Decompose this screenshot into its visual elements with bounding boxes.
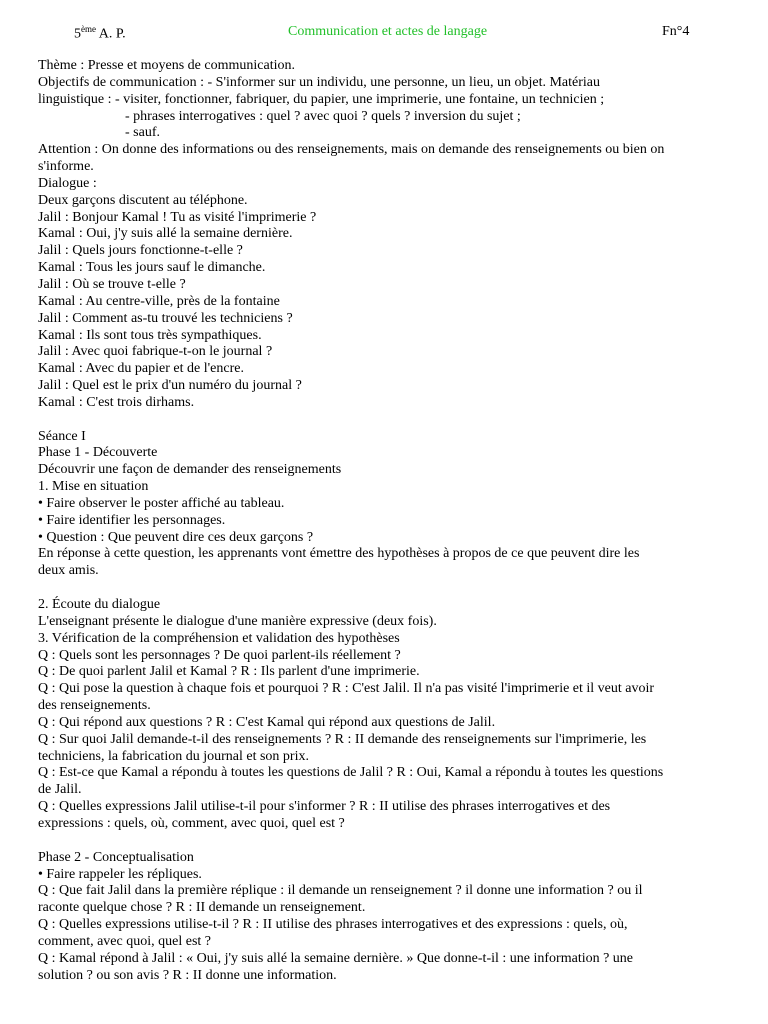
text-line: Phase 2 - Conceptualisation (38, 849, 194, 865)
text-line: L'enseignant présente le dialogue d'une manière expressive (deux fois). (38, 613, 437, 629)
text-line: Kamal : Oui, j'y suis allé la semaine dernière. (38, 226, 293, 242)
text-line: Thème : Presse et moyens de communication. (38, 58, 295, 73)
text-line: Jalil : Quels jours fonctionne-t-elle ? (38, 243, 243, 259)
text-line: Kamal : Avec du papier et de l'encre. (38, 361, 244, 377)
grade-suffix: ème (81, 24, 96, 34)
page-header (0, 24, 768, 44)
blank-line (38, 833, 738, 850)
text-line: expressions : quels, où, comment, avec quoi, quel est ? (38, 815, 345, 831)
text-line: • Question : Que peuvent dire ces deux garçons ? (38, 529, 314, 545)
text-line: Q : Qui pose la question à chaque fois et pourquoi ? R : C'est Jalil. Il n'a pas visité l'imprimerie et il veut avoir (38, 681, 655, 697)
text-line: Q : Kamal répond à Jalil : « Oui, j'y suis allé la semaine dernière. » Que donne-t-il : une information ? une (38, 950, 634, 966)
text-line: - sauf. (125, 125, 160, 141)
document-title: Communication et actes de langage (288, 24, 488, 39)
text-line: s'informe. (38, 159, 94, 175)
text-line: Jalil : Avec quoi fabrique-t-on le journal ? (38, 344, 273, 360)
text-line: Q : Que fait Jalil dans la première réplique : il demande un renseignement ? il donne une information ? ou il (38, 883, 643, 899)
text-line: Q : Quelles expressions Jalil utilise-t-il pour s'informer ? R : II utilise des phrases interrogatives et des (38, 799, 611, 815)
text-line: Dialogue : (38, 175, 97, 191)
text-line: Jalil : Où se trouve t-elle ? (38, 276, 186, 292)
text-line: Découvrir une façon de demander des renseignements (38, 462, 342, 478)
text-line: Q : Qui répond aux questions ? R : C'est Kamal qui répond aux questions de Jalil. (38, 714, 496, 730)
text-line: Objectifs de communication : - S'informer sur un individu, une personne, un lieu, un objet. Matériau (38, 74, 601, 90)
text-line: Kamal : Tous les jours sauf le dimanche. (38, 260, 266, 276)
text-line: techniciens, la fabrication du journal et son prix. (38, 748, 309, 764)
text-line: Q : Quels sont les personnages ? De quoi parlent-ils réellement ? (38, 647, 401, 663)
grade-level: 5ème A. P. (74, 24, 126, 42)
text-line: Q : De quoi parlent Jalil et Kamal ? R : Ils parlent d'une imprimerie. (38, 664, 420, 680)
text-line: Kamal : Ils sont tous très sympathiques. (38, 327, 262, 343)
text-line: Phase 1 - Découverte (38, 445, 158, 461)
text-line: de Jalil. (38, 782, 82, 798)
text-line: Kamal : C'est trois dirhams. (38, 394, 195, 410)
text-line: deux amis. (38, 563, 99, 579)
text-line: Jalil : Comment as-tu trouvé les techniciens ? (38, 310, 293, 326)
text-line: Séance I (38, 428, 86, 444)
text-line: Deux garçons discutent au téléphone. (38, 192, 248, 208)
text-line: comment, avec quoi, quel est ? (38, 933, 211, 949)
blank-line (38, 580, 738, 597)
text-line: Q : Est-ce que Kamal a répondu à toutes les questions de Jalil ? R : Oui, Kamal a répondu à toutes les questions (38, 765, 664, 781)
text-line: Q : Quelles expressions utilise-t-il ? R : II utilise des phrases interrogatives et des expressions : quels, où, (38, 917, 628, 933)
text-line: - phrases interrogatives : quel ? avec quoi ? quels ? inversion du sujet ; (125, 108, 521, 124)
text-line: • Faire observer le poster affiché au tableau. (38, 495, 285, 511)
text-line: des renseignements. (38, 698, 151, 714)
document-body (38, 58, 738, 984)
text-line: Jalil : Bonjour Kamal ! Tu as visité l'imprimerie ? (38, 209, 317, 225)
text-line: linguistique : - visiter, fonctionner, fabriquer, du papier, une imprimerie, une fontaine, un technicien ; (38, 91, 605, 107)
text-line: En réponse à cette question, les apprenants vont émettre des hypothèses à propos de ce que peuvent dire les (38, 546, 640, 562)
text-line: 2. Écoute du dialogue (38, 597, 161, 612)
text-line: Attention : On donne des informations ou des renseignements, mais on demande des renseignements ou bien on (38, 142, 665, 158)
text-line: • Faire rappeler les répliques. (38, 866, 202, 882)
text-line: Kamal : Au centre-ville, près de la fontaine (38, 293, 280, 309)
text-line: 3. Vérification de la compréhension et validation des hypothèses (38, 630, 400, 646)
text-line: raconte quelque chose ? R : II demande un renseignement. (38, 900, 366, 916)
text-line: 1. Mise en situation (38, 479, 149, 495)
text-line: Q : Sur quoi Jalil demande-t-il des renseignements ? R : II demande des renseignements sur l'imprimerie, les (38, 731, 647, 747)
text-line: solution ? ou son avis ? R : II donne une information. (38, 967, 337, 983)
text-line: Jalil : Quel est le prix d'un numéro du journal ? (38, 378, 302, 394)
blank-line (38, 412, 738, 429)
sheet-number: Fn°4 (662, 24, 690, 39)
text-line: • Faire identifier les personnages. (38, 512, 226, 528)
